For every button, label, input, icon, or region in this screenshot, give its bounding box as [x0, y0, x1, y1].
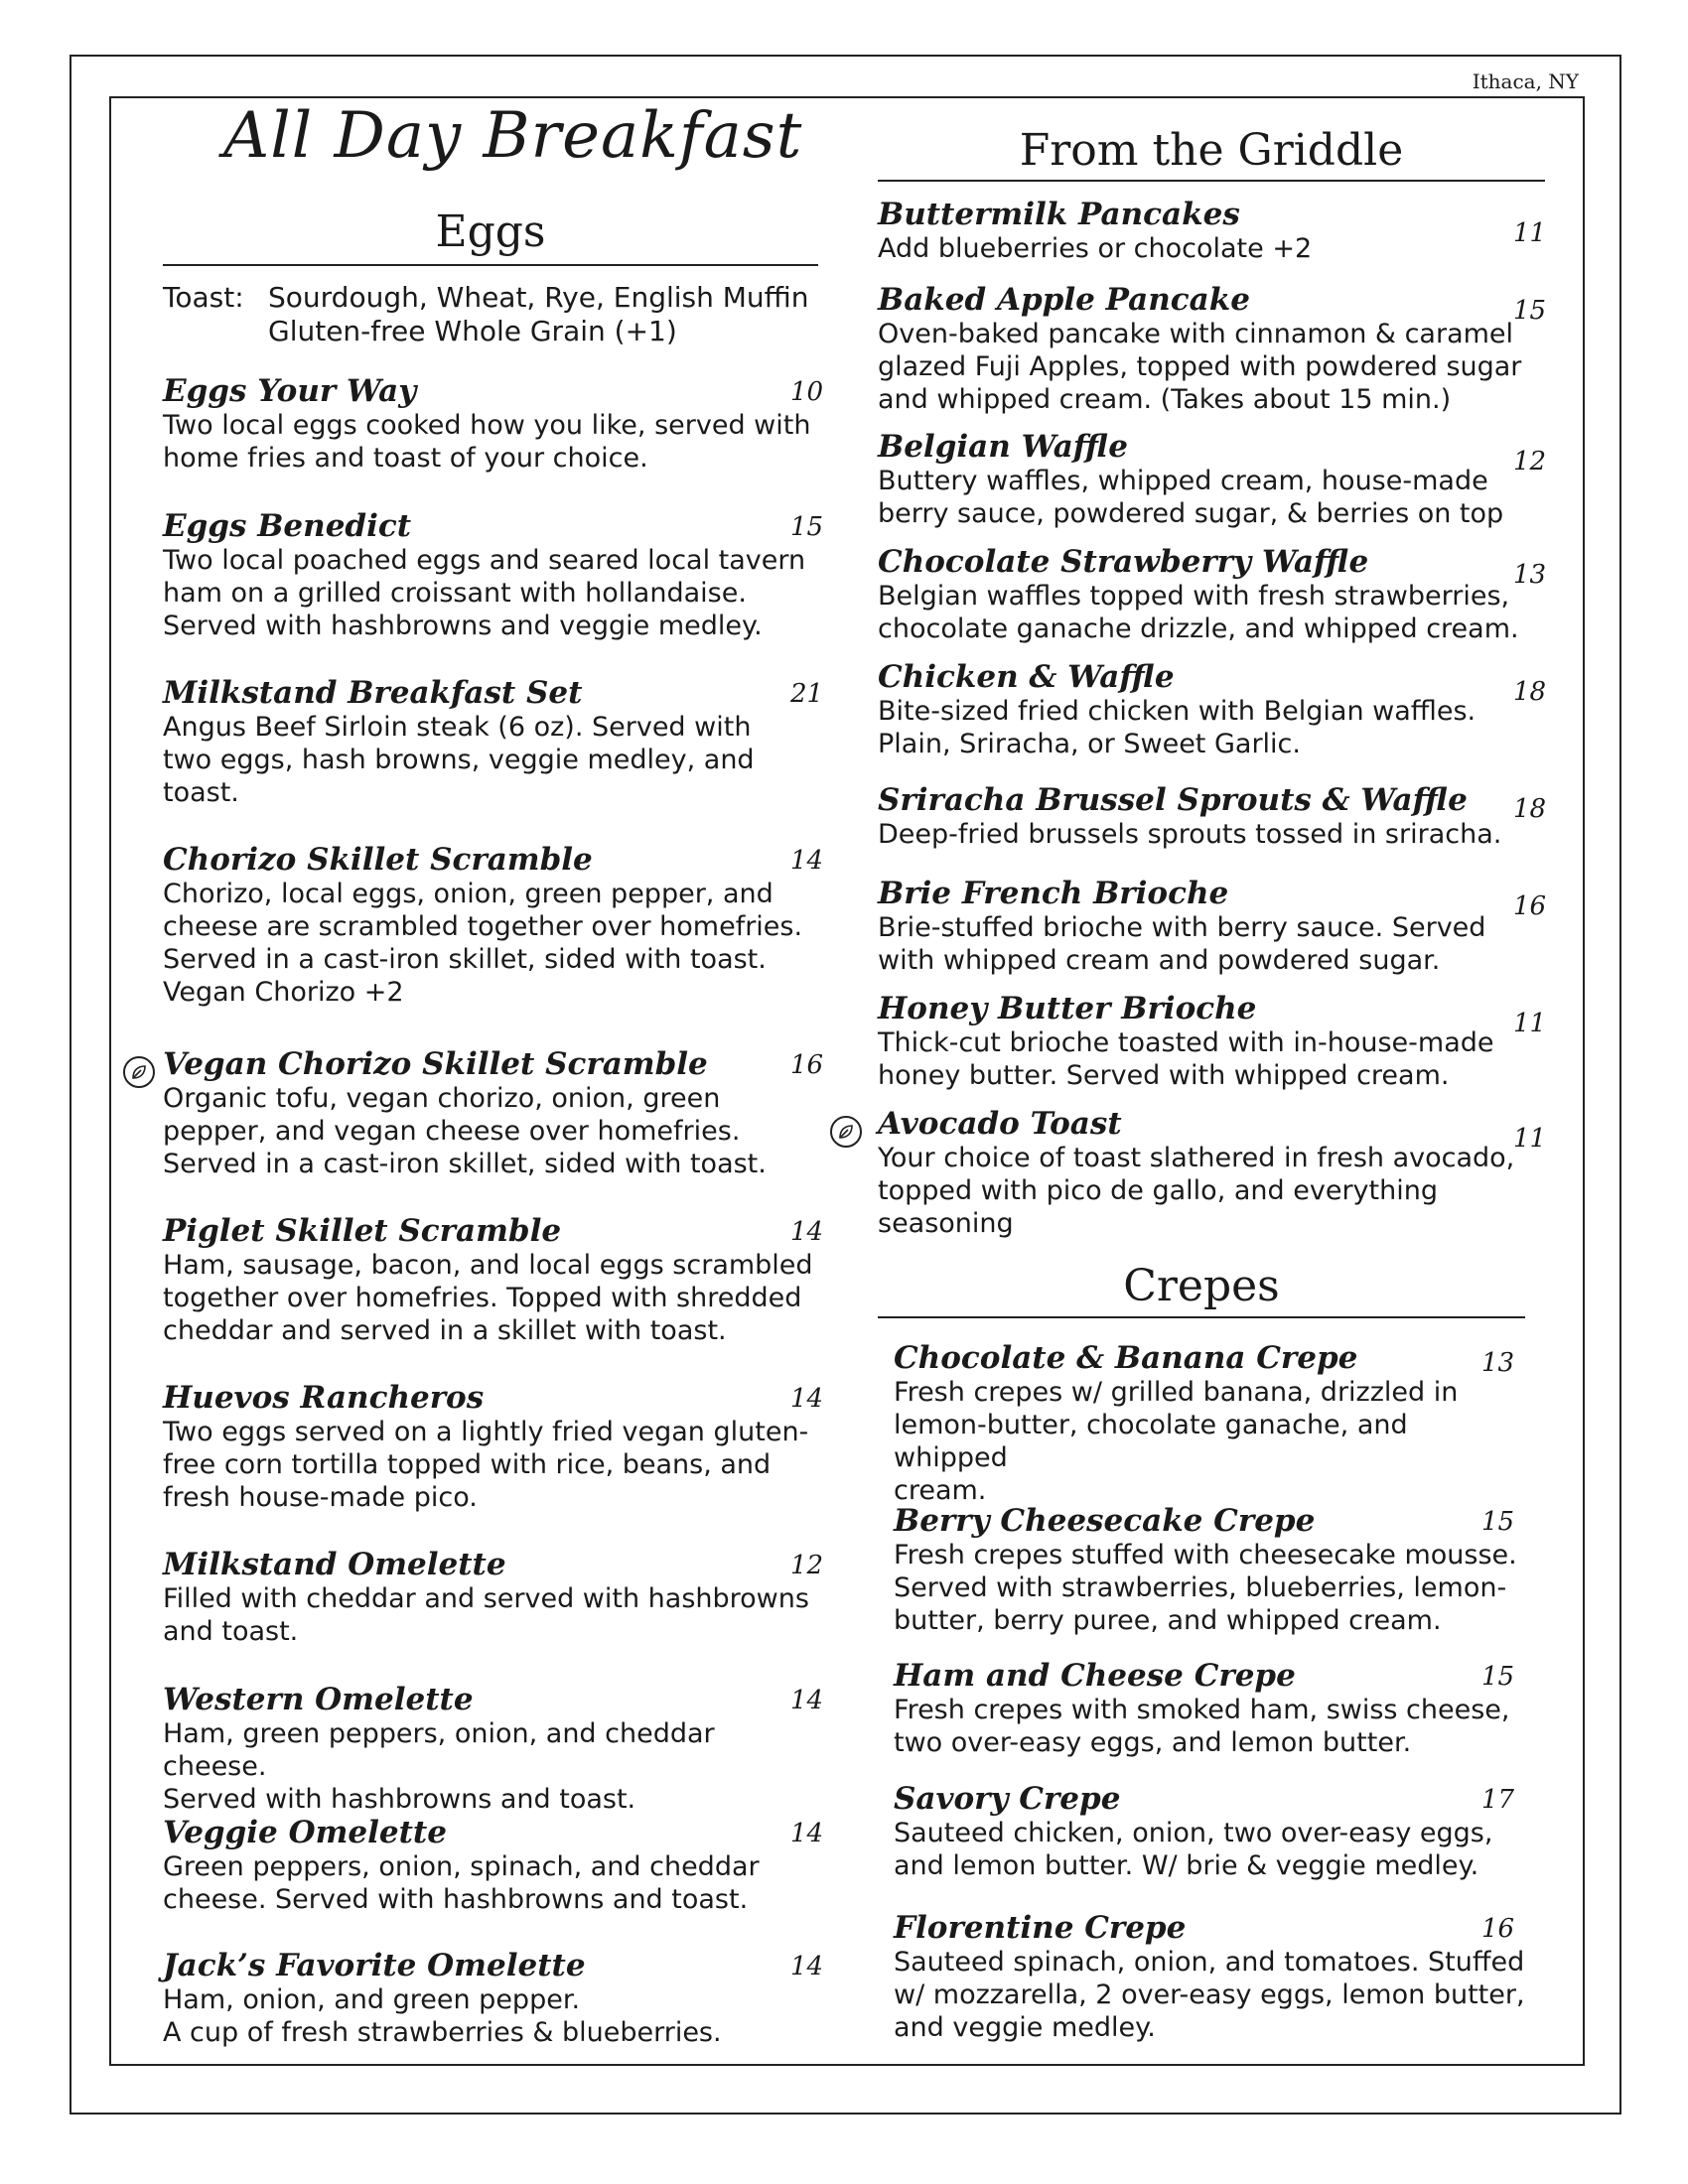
menu-item	[163, 1213, 824, 1347]
item-price: 14	[790, 1384, 824, 1414]
item-price: 13	[1513, 560, 1547, 590]
toast-options-line1: Sourdough, Wheat, Rye, English Muffin	[268, 281, 809, 314]
main-title: All Day Breakfast	[223, 99, 803, 173]
item-name: Honey Butter Brioche	[878, 991, 1257, 1026]
item-name: Berry Cheesecake Crepe	[894, 1503, 1316, 1539]
item-name: Buttermilk Pancakes	[878, 197, 1240, 232]
item-description: Chorizo, local eggs, onion, green pepper, and cheese are scrambled together over homefries. Served in a cast-iron skillet, sided with toast. Vegan Chorizo +2	[163, 879, 803, 1008]
item-name: Sriracha Brussel Sprouts & Waffle	[878, 782, 1468, 818]
menu-item	[163, 1948, 824, 2049]
menu-item	[163, 508, 824, 642]
menu-item	[894, 1340, 1529, 1507]
item-price: 17	[1481, 1785, 1515, 1815]
item-name: Florentine Crepe	[894, 1910, 1187, 1946]
item-description: Fresh crepes with smoked ham, swiss cheese, two over-easy eggs, and lemon butter.	[894, 1695, 1510, 1758]
section-rule-crepes	[878, 1316, 1525, 1318]
item-description: Angus Beef Sirloin steak (6 oz). Served with two eggs, hash browns, veggie medley, and toast.	[163, 712, 755, 808]
item-price: 16	[1481, 1914, 1515, 1944]
item-name: Belgian Waffle	[878, 429, 1129, 465]
item-name: Eggs Your Way	[163, 373, 417, 409]
item-description: Belgian waffles topped with fresh strawberries, chocolate ganache drizzle, and whipped cream.	[878, 581, 1519, 644]
item-description: Fresh crepes w/ grilled banana, drizzled in lemon-butter, chocolate ganache, and whipped cream.	[894, 1377, 1459, 1506]
item-name: Piglet Skillet Scramble	[163, 1213, 562, 1249]
menu-item	[878, 659, 1545, 760]
item-description: Deep-fried brussels sprouts tossed in sriracha.	[878, 819, 1502, 850]
item-name: Chocolate & Banana Crepe	[894, 1340, 1358, 1376]
item-description: Fresh crepes stuffed with cheesecake mousse. Served with strawberries, blueberries, lemon- butter, berry puree, and whipped cream.	[894, 1540, 1517, 1636]
item-name: Vegan Chorizo Skillet Scramble	[163, 1046, 708, 1082]
item-price: 13	[1481, 1348, 1515, 1378]
menu-item	[163, 1547, 824, 1648]
section-title-eggs: Eggs	[435, 206, 546, 257]
item-name: Milkstand Breakfast Set	[163, 675, 583, 711]
vegan-leaf-icon	[830, 1116, 862, 1148]
item-name: Ham and Cheese Crepe	[894, 1658, 1296, 1694]
menu-item	[163, 1682, 824, 1816]
toast-label: Toast:	[163, 281, 244, 314]
menu-item	[878, 991, 1545, 1092]
section-rule-eggs	[163, 264, 818, 266]
item-description: Filled with cheddar and served with hashbrowns and toast.	[163, 1583, 809, 1647]
item-name: Milkstand Omelette	[163, 1547, 506, 1582]
item-price: 16	[1513, 891, 1547, 921]
item-description: Oven-baked pancake with cinnamon & caramel glazed Fuji Apples, topped with powdered sugar and whipped cream. (Takes about 15 min.)	[878, 319, 1522, 415]
item-description: Two eggs served on a lightly fried vegan gluten- free corn tortilla topped with rice, beans, and fresh house-made pico.	[163, 1417, 809, 1513]
menu-item	[894, 1658, 1529, 1759]
section-rule-griddle	[878, 180, 1545, 182]
item-description: Your choice of toast slathered in fresh avocado, topped with pico de gallo, and everything seasoning	[878, 1143, 1515, 1239]
vegan-leaf-icon	[123, 1056, 155, 1088]
item-description: Sauteed chicken, onion, two over-easy eggs, and lemon butter. W/ brie & veggie medley.	[894, 1818, 1493, 1881]
section-title-crepes: Crepes	[1123, 1261, 1280, 1311]
item-price: 15	[1481, 1507, 1515, 1537]
menu-item	[163, 1046, 824, 1180]
item-description: Thick-cut brioche toasted with in-house-made honey butter. Served with whipped cream.	[878, 1027, 1494, 1091]
item-description: Sauteed spinach, onion, and tomatoes. Stuffed w/ mozzarella, 2 over-easy eggs, lemon butter, and veggie medley.	[894, 1947, 1525, 2043]
item-description: Green peppers, onion, spinach, and cheddar cheese. Served with hashbrowns and toast.	[163, 1851, 760, 1915]
item-name: Huevos Rancheros	[163, 1380, 485, 1416]
item-description: Two local poached eggs and seared local tavern ham on a grilled croissant with hollandaise. Served with hashbrowns and veggie medley.	[163, 545, 806, 641]
item-description: Add blueberries or chocolate +2	[878, 233, 1313, 264]
toast-options	[163, 281, 808, 348]
menu-item	[878, 197, 1545, 265]
item-name: Eggs Benedict	[163, 508, 412, 544]
item-price: 12	[790, 1551, 824, 1580]
item-price: 15	[1481, 1662, 1515, 1692]
item-price: 14	[790, 1217, 824, 1247]
item-name: Savory Crepe	[894, 1781, 1121, 1817]
item-price: 15	[1513, 296, 1547, 326]
item-price: 21	[790, 679, 824, 709]
item-price: 11	[1513, 218, 1547, 248]
section-title-griddle: From the Griddle	[1019, 125, 1404, 176]
item-price: 18	[1513, 794, 1547, 824]
item-price: 14	[790, 1952, 824, 1981]
item-price: 18	[1513, 677, 1547, 707]
item-name: Baked Apple Pancake	[878, 282, 1250, 318]
item-description: Two local eggs cooked how you like, served with home fries and toast of your choice.	[163, 410, 811, 474]
menu-item	[894, 1781, 1529, 1882]
item-name: Jack’s Favorite Omelette	[163, 1948, 586, 1983]
item-name: Avocado Toast	[878, 1106, 1122, 1142]
menu-item	[894, 1503, 1529, 1637]
menu-item	[163, 842, 824, 1009]
item-price: 10	[790, 377, 824, 407]
item-name: Chorizo Skillet Scramble	[163, 842, 593, 878]
toast-options-line2: Gluten-free Whole Grain (+1)	[268, 315, 677, 347]
item-description: Ham, green peppers, onion, and cheddar cheese. Served with hashbrowns and toast.	[163, 1718, 715, 1815]
item-price: 11	[1513, 1124, 1547, 1154]
menu-item	[163, 675, 824, 809]
menu-item	[163, 1380, 824, 1514]
menu-item	[163, 373, 824, 475]
item-description: Ham, sausage, bacon, and local eggs scrambled together over homefries. Topped with shredded cheddar and served in a skillet with toast.	[163, 1250, 813, 1346]
menu-item	[878, 282, 1545, 416]
item-price: 14	[790, 1686, 824, 1715]
item-name: Chocolate Strawberry Waffle	[878, 544, 1369, 580]
menu-item	[163, 1815, 824, 1916]
item-description: Buttery waffles, whipped cream, house-made berry sauce, powdered sugar, & berries on top	[878, 466, 1504, 529]
item-description: Bite-sized fried chicken with Belgian waffles. Plain, Sriracha, or Sweet Garlic.	[878, 696, 1477, 759]
item-price: 11	[1513, 1009, 1547, 1038]
item-name: Veggie Omelette	[163, 1815, 447, 1850]
item-price: 14	[790, 1819, 824, 1848]
item-description: Ham, onion, and green pepper. A cup of fresh strawberries & blueberries.	[163, 1984, 722, 2048]
item-description: Brie-stuffed brioche with berry sauce. Served with whipped cream and powdered sugar.	[878, 912, 1486, 976]
item-price: 12	[1513, 447, 1547, 477]
menu-item	[878, 1106, 1545, 1240]
item-price: 16	[790, 1050, 824, 1080]
item-name: Western Omelette	[163, 1682, 474, 1717]
menu-item	[878, 429, 1545, 530]
item-name: Chicken & Waffle	[878, 659, 1175, 695]
menu-item	[894, 1910, 1529, 2044]
item-description: Organic tofu, vegan chorizo, onion, green pepper, and vegan cheese over homefries. Served in a cast-iron skillet, sided with toast.	[163, 1083, 767, 1179]
location-label: Ithaca, NY	[1472, 69, 1579, 93]
item-price: 14	[790, 846, 824, 876]
menu-item	[878, 876, 1545, 977]
menu-item	[878, 782, 1545, 851]
item-price: 15	[790, 512, 824, 542]
menu-item	[878, 544, 1545, 645]
item-name: Brie French Brioche	[878, 876, 1229, 911]
